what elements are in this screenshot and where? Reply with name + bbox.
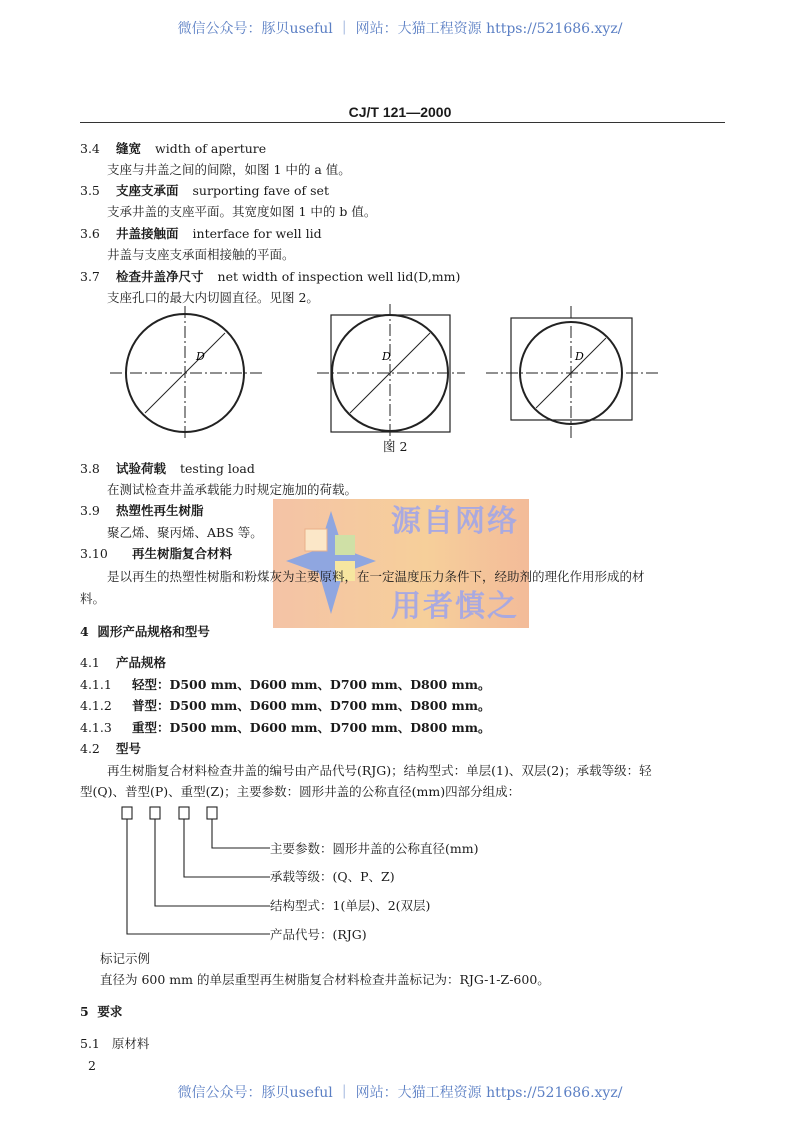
code-label-product: 产品代号：(RJG) [270, 927, 367, 942]
clause-title: 轻型：D500 mm、D600 mm、D700 mm、D800 mm。 [132, 677, 491, 692]
clause-heading [80, 655, 166, 671]
code-label-structure: 结构型式：1(单层)、2(双层) [270, 898, 431, 913]
clause-number: 3.6 [80, 226, 100, 241]
dimension-label: D [196, 350, 205, 363]
clause-body: 支座与井盖之间的间隙，如图 1 中的 a 值。 [107, 162, 351, 177]
clause-title: 再生树脂复合材料 [132, 546, 233, 561]
page-number: 2 [88, 1058, 96, 1073]
clause-number: 3.9 [80, 503, 100, 518]
clause-title: 热塑性再生树脂 [116, 503, 204, 518]
stamp-text-2: 用者慎之 [391, 589, 519, 624]
clause-heading [80, 503, 218, 519]
example-text: 直径为 600 mm 的单层重型再生树脂复合材料检查井盖标记为：RJG-1-Z-600。 [100, 972, 550, 987]
clause-number: 3.10 [80, 546, 108, 561]
clause-number: 4.2 [80, 741, 100, 756]
watermark-stamp [273, 499, 529, 628]
clause-number: 4.1.2 [80, 698, 112, 713]
section-4-heading [80, 624, 210, 640]
dimension-label: D [382, 350, 391, 363]
clause-number: 4.1.3 [80, 720, 112, 735]
clause-number: 3.8 [80, 461, 100, 476]
section-5-1-heading [80, 1036, 149, 1052]
clause-body-continued: 料。 [80, 591, 106, 606]
clause-title: 重型：D500 mm、D600 mm、D700 mm、D800 mm。 [132, 720, 491, 735]
stamp-text-1: 源自网络 [391, 504, 519, 539]
clause-title: 支座支承面 [116, 183, 179, 198]
figure-2c [486, 306, 658, 440]
clause-title: 井盖接触面 [116, 226, 179, 241]
code-label-load-class: 承载等级：(Q、P、Z) [270, 869, 395, 884]
clause-heading [80, 546, 246, 562]
watermark-bottom: 微信公众号：豚贝useful ｜ 网站：大猫工程资源 https://521686.xyz/ [177, 1085, 623, 1101]
clause-title: 试验荷载 [116, 461, 167, 476]
section-number: 4 [80, 624, 89, 639]
clause-body: 是以再生的热塑性树脂和粉煤灰为主要原料，在一定温度压力条件下，经助剂的理化作用形成的材 [107, 569, 645, 584]
clause-heading [80, 698, 490, 714]
clause-body: 井盖与支座支承面相接触的平面。 [107, 247, 295, 262]
section-number: 5 [80, 1004, 89, 1019]
clause-body: 支座孔口的最大内切圆直径。见图 2。 [107, 290, 319, 305]
clause-english: surporting fave of set [192, 183, 329, 198]
figure-2a [110, 306, 262, 440]
clause-heading [80, 461, 255, 477]
clause-body-continued: 型(Q)、普型(P)、重型(Z)；主要参数：圆形井盖的公称直径(mm)四部分组成： [80, 784, 521, 799]
clause-english: testing load [180, 461, 255, 476]
figure-caption: 图 2 [383, 439, 408, 454]
clause-title: 普型：D500 mm、D600 mm、D700 mm、D800 mm。 [132, 698, 491, 713]
clause-title: 检查井盖净尺寸 [116, 269, 204, 284]
clause-body: 再生树脂复合材料检查井盖的编号由产品代号(RJG)；结构型式：单层(1)、双层(2)；承载等级：轻 [107, 763, 652, 778]
code-structure-diagram [0, 800, 800, 945]
clause-heading [80, 741, 141, 757]
standard-header: CJ/T 121—2000 [348, 104, 452, 120]
section-title: 圆形产品规格和型号 [97, 624, 210, 639]
clause-english: interface for well lid [192, 226, 322, 241]
clause-body: 支承井盖的支座平面。其宽度如图 1 中的 b 值。 [107, 204, 377, 219]
clause-body: 聚乙烯、聚丙烯、ABS 等。 [107, 525, 263, 540]
section-number: 5.1 [80, 1036, 100, 1051]
clause-body: 在测试检查井盖承载能力时规定施加的荷载。 [107, 482, 358, 497]
example-title: 标记示例 [100, 951, 151, 966]
section-title: 原材料 [111, 1036, 150, 1051]
clause-number: 3.4 [80, 141, 100, 156]
clause-number: 4.1.1 [80, 677, 112, 692]
dimension-label: D [575, 350, 584, 363]
clause-heading [80, 720, 490, 736]
clause-english: width of aperture [155, 141, 267, 156]
clause-heading [80, 677, 490, 693]
clause-title: 型号 [116, 741, 142, 756]
section-5-heading [80, 1004, 122, 1020]
clause-number: 4.1 [80, 655, 100, 670]
figure-2b [317, 304, 465, 442]
watermark-top: 微信公众号：豚贝useful ｜ 网站：大猫工程资源 https://521686.xyz/ [177, 21, 623, 37]
clause-number: 3.5 [80, 183, 100, 198]
clause-title: 缝宽 [116, 141, 142, 156]
clause-english: net width of inspection well lid(D,mm) [217, 269, 461, 284]
section-title: 要求 [97, 1004, 123, 1019]
logo-icon [281, 499, 381, 628]
code-label-parameter: 主要参数：圆形井盖的公称直径(mm) [270, 841, 479, 856]
clause-title: 产品规格 [116, 655, 167, 670]
clause-number: 3.7 [80, 269, 100, 284]
figure-2 [0, 0, 800, 460]
